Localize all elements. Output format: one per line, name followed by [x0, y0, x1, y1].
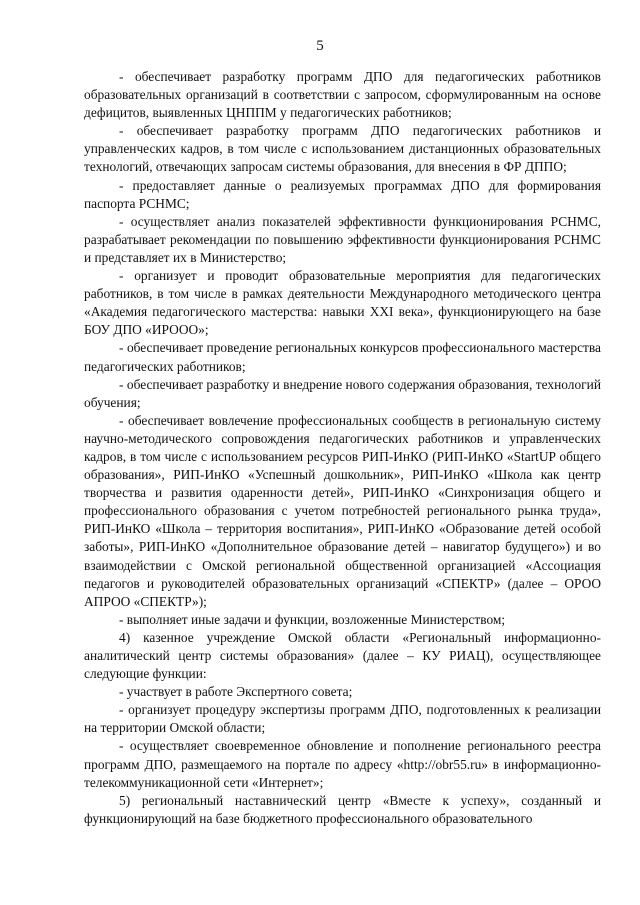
paragraph-3: - предоставляет данные о реализуемых программах ДПО для формирования паспорта РСНМС; — [84, 177, 601, 211]
paragraph-1: - обеспечивает разработку программ ДПО для педагогических работников образовательных организаций в соответствии с запросом, сформулированным на основе дефицитов, выявленных ЦНППМ у педагогических работников; — [84, 69, 601, 121]
paragraph-4: - осуществляет анализ показателей эффективности функционирования РСНМС, разрабатывает рекомендации по повышению эффективности функционирования РСНМС и представляет их в Министерство; — [84, 213, 601, 265]
page-number: 5 — [316, 38, 324, 54]
paragraph-9: - выполняет иные задачи и функции, возложенные Министерством; — [119, 611, 506, 627]
paragraph-6: - обеспечивает проведение региональных конкурсов профессионального мастерства педагогических работников; — [84, 340, 601, 374]
paragraph-2: - обеспечивает разработку программ ДПО педагогических работников и управленческих кадров, в том числе с использованием дистанционных образовательных технологий, отвечающих запросам системы образования, для внесения в ФР ДППО; — [84, 123, 601, 175]
paragraph-8: - обеспечивает вовлечение профессиональных сообществ в региональную систему научно-методического сопровождения педагогических работников и управленческих кадров, в том числе с использованием ресурсов РИП-ИнКО (РИП-ИнКО «StartUP общего образования», РИП-ИнКО «Успешный дошкольник», РИП-ИнКО «Школа как центр творчества и развития одаренности детей», РИП-ИнКО «Синхронизация общего и профессионального образования с учетом потребностей регионального рынка труда», РИП-ИнКО «Школа – территория воспитания», РИП-ИнКО «Образование детей особой заботы», РИП-ИнКО «Дополнительное образование детей – навигатор будущего») и во взаимодействии с Омской региональной общественной организацией «Ассоциация педагогов и руководителей образовательных организаций «СПЕКТР» (далее – ОРОО АПРОО «СПЕКТР»); — [84, 412, 601, 609]
paragraph-10: 4) казенное учреждение Омской области «Региональный информационно-аналитический центр системы образования» (далее – КУ РИАЦ), осуществляющее следующие функции: — [84, 629, 601, 682]
paragraph-7: - обеспечивает разработку и внедрение нового содержания образования, технологий обучения; — [84, 376, 601, 410]
document-body — [84, 68, 601, 828]
paragraph-14: 5) региональный наставнический центр «Вместе к успеху», созданный и функционирующий на базе бюджетного профессионального образовательного — [84, 792, 601, 826]
paragraph-13: - осуществляет своевременное обновление и пополнение регионального реестра программ ДПО, размещаемого на портале по адресу «http://obr55.ru» в информационно-телекоммуникационной сети «Интернет»; — [84, 738, 601, 790]
paragraph-12: - организует процедуру экспертизы программ ДПО, подготовленных к реализации на территории Омской области; — [84, 702, 601, 736]
paragraph-5: - организует и проводит образовательные мероприятия для педагогических работников, в том числе в рамках деятельности Международного методического центра «Академия педагогического мастерства: навыки XXI века», функционирующего на базе БОУ ДПО «ИРООО»; — [84, 268, 601, 338]
paragraph-11: - участвует в работе Экспертного совета; — [119, 684, 353, 700]
